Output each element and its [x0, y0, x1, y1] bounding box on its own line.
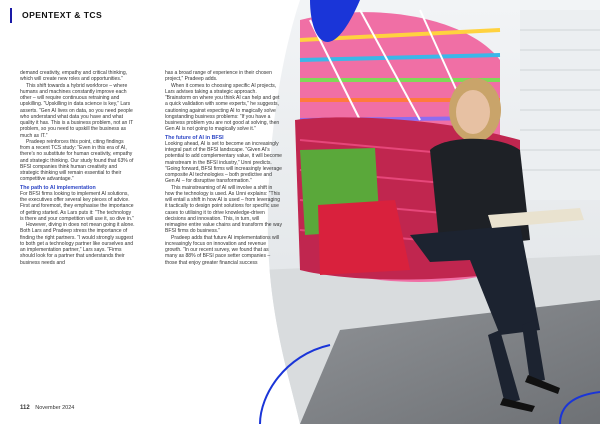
- article-subheading: The future of AI in BFSI: [165, 134, 224, 141]
- article-paragraph: Looking ahead, AI is set to become an increasingly integral part of the BFSI landscape. “Given AI’s potential to add complementary value, it will become mainstream in the BFSI industry,” Unni predicts. “Going forward, BFSI firms will increasingly leverage composite AI technologies – both predictive and Gen AI – for disruptive transformation.”: [165, 140, 282, 185]
- issue-date: November 2024: [35, 405, 75, 411]
- article-subheading: The path to AI implementation: [20, 184, 96, 191]
- page-footer: [20, 405, 74, 411]
- article-column-1: [20, 70, 135, 266]
- article-column-2: [165, 70, 282, 266]
- article-paragraph: This shift towards a hybrid workforce – where humans and machines constantly improve each other – will require continuous retraining and upskilling. “Upskilling in data science is key,” Lars asserts. “Gen AI lives on data, so you need people who understand what data you have and what quality it has. This is a business problem, not an IT problem, so you need to upskill the business as much as IT.”: [20, 82, 134, 139]
- article-paragraph: Pradeep reinforces this point, citing findings from a recent TCS study: “Even in this era of AI, there’s no substitute for human creativity, empathy and strategic thinking. Our study found that 63% of BFSI companies think human creativity and strategic thinking will remain essential to their competitive advantage.”: [20, 138, 134, 183]
- article-paragraph: This mainstreaming of AI will involve a shift in how the technology is used. As Unni explains: “This will entail a shift in how AI is used – from leveraging it tactically to design point solutions for specific use cases to utilising it to drive knowledge-driven decisions and innovation. This, in turn, will reimagine entire value chains and transform the way BFSI firms do business.”: [165, 184, 282, 235]
- article-paragraph: However, diving in does not mean going it alone. Both Lars and Pradeep stress the importance of finding the right partners. “I would strongly suggest to both get a technology partner like ourselves and an implementation partner,” Lars says. “Firms should look for a partner that understands their business needs and: [20, 222, 135, 266]
- page-number: 112: [20, 405, 30, 411]
- article-paragraph: Pradeep adds that future AI implementations will increasingly focus on innovation and revenue growth. “In our recent survey, we found that as many as 88% of BFSI pace setter companies – those that enjoy greater financial success: [165, 234, 280, 266]
- article-paragraph: demand creativity, empathy and critical thinking, which will create new roles and opportunities.”: [20, 70, 128, 83]
- section-title: OPENTEXT & TCS: [22, 10, 103, 20]
- article-paragraph: When it comes to choosing specific AI projects, Lars advises taking a strategic approach. “Brainstorm on where you think AI can help and get a quick validation with some experts,” he suggests, cautioning against expecting AI to magically solve longstanding business problems: “If you have a business problem you are not good at solving, then Gen AI is not going to magically solve it.”: [165, 82, 280, 133]
- section-header: [10, 7, 250, 25]
- article-paragraph: has a broad range of experience in their chosen project,” Pradeep adds.: [165, 70, 272, 83]
- article-paragraph: For BFSI firms looking to implement AI solutions, the executives offer several key pieces of advice. First and foremost, they emphasise the importance of getting started. As Lars puts it: “The technology is there and your competition will use it, so dive in.”: [20, 190, 134, 222]
- section-marker: [10, 8, 12, 23]
